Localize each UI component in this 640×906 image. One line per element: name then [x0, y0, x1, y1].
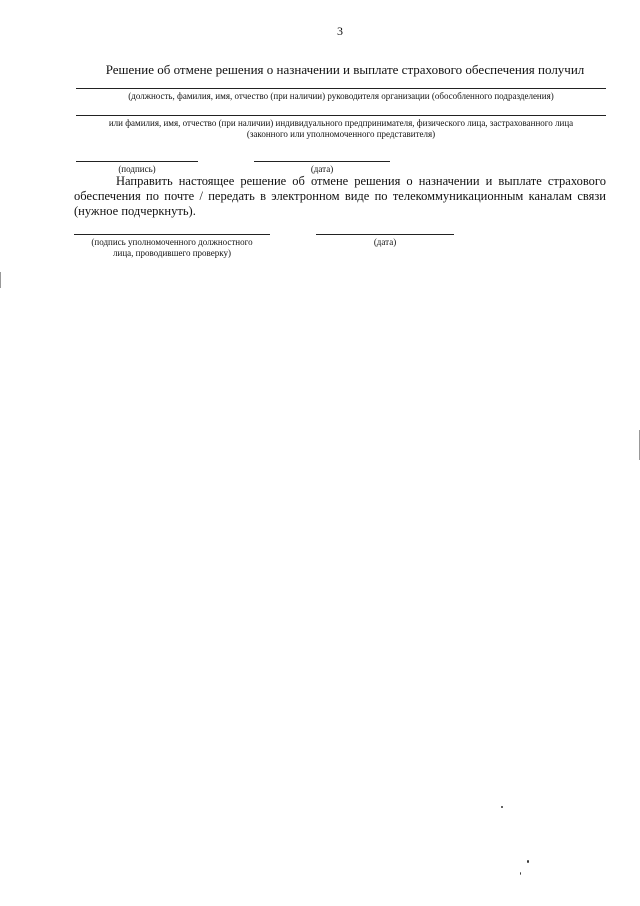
page-number: 3: [337, 24, 343, 38]
individual-caption-line1: или фамилия, имя, отчество (при наличии) индивидуального предпринимателя, физического лица, застрахованного лица: [108, 118, 574, 128]
delivery-instruction: Направить настоящее решение об отмене решения о назначении и выплате страхового обеспечения по почте / передать в электронном виде по телекоммуникационным каналам связи (нужное подчеркнуть).: [74, 174, 606, 218]
scan-speck: [501, 806, 503, 808]
official-date-caption: (дата): [373, 237, 397, 247]
scan-margin-mark: [0, 272, 1, 288]
signature-caption: (подпись): [118, 164, 156, 174]
individual-caption-line2: (законного или уполномоченного представителя): [246, 129, 436, 139]
head-of-org-caption: (должность, фамилия, имя, отчество (при наличии) руководителя организации (обособленного подразделения): [128, 91, 554, 101]
document-title: Решение об отмене решения о назначении и выплате страхового обеспечения получил: [105, 62, 585, 77]
official-signature-line: [74, 234, 270, 235]
official-caption-line1: (подпись уполномоченного должностного: [91, 237, 253, 247]
date-line: [254, 161, 390, 162]
head-of-org-line: [76, 88, 606, 89]
scan-speck: [520, 872, 521, 875]
official-date-line: [316, 234, 454, 235]
scan-speck: [527, 860, 529, 863]
official-caption-line2: лица, проводившего проверку): [113, 248, 231, 258]
individual-line: [76, 115, 606, 116]
date-caption: (дата): [310, 164, 334, 174]
signature-line: [76, 161, 198, 162]
